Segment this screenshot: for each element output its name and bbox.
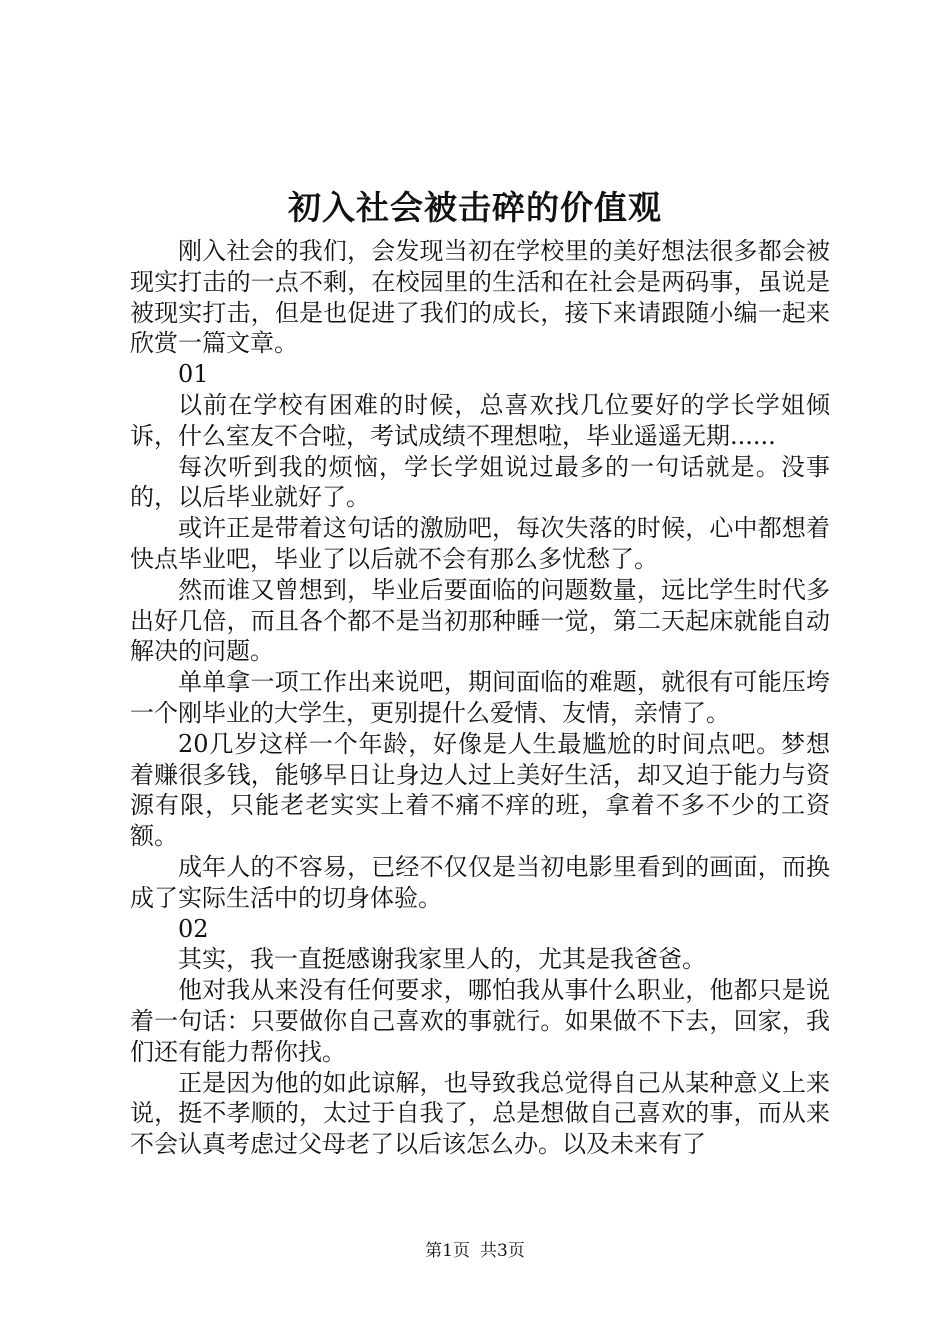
page-number: 第1页 bbox=[425, 1241, 470, 1261]
paragraph: 成年人的不容易，已经不仅仅是当初电影里看到的画面，而换成了实际生活中的切身体验。 bbox=[130, 852, 830, 912]
paragraph: 他对我从来没有任何要求，哪怕我从事什么职业，他都只是说着一句话：只要做你自己喜欢的事就行。如果做不下去，回家，我们还有能力帮你找。 bbox=[130, 976, 830, 1066]
paragraph: 正是因为他的如此谅解，也导致我总觉得自己从某种意义上来说，挺不孝顺的，太过于自我了，总是想做自己喜欢的事，而从来不会认真考虑过父母老了以后该怎么办。以及未来有了 bbox=[130, 1068, 830, 1159]
section-number: 02 bbox=[178, 914, 209, 943]
page-footer bbox=[0, 1240, 950, 1262]
page-total: 共3页 bbox=[480, 1241, 525, 1261]
paragraph: 单单拿一项工作出来说吧，期间面临的难题，就很有可能压垮一个刚毕业的大学生，更别提什么爱情、友情，亲情了。 bbox=[130, 668, 830, 727]
section-number: 01 bbox=[178, 360, 209, 389]
document-title: 初入社会被击碎的价值观 bbox=[288, 188, 662, 227]
paragraph: 以前在学校有困难的时候，总喜欢找几位要好的学长学姐倾诉，什么室友不合啦，考试成绩不理想啦，毕业遥遥无期...... bbox=[130, 390, 830, 450]
document-body bbox=[130, 236, 830, 1160]
paragraph: 20几岁这样一个年龄，好像是人生最尴尬的时间点吧。梦想着赚很多钱，能够早日让身边人过上美好生活，却又迫于能力与资源有限，只能老老实实上着不痛不痒的班，拿着不多不少的工资额。 bbox=[130, 729, 830, 851]
paragraph: 其实，我一直挺感谢我家里人的，尤其是我爸爸。 bbox=[178, 945, 706, 974]
paragraph: 刚入社会的我们，会发现当初在学校里的美好想法很多都会被现实打击的一点不剩，在校园里的生活和在社会是两码事，虽说是被现实打击，但是也促进了我们的成长，接下来请跟随小编一起来欣赏一篇文章。 bbox=[130, 237, 830, 358]
paragraph: 然而谁又曾想到，毕业后要面临的问题数量，远比学生时代多出好几倍，而且各个都不是当初那种睡一觉，第二天起床就能自动解决的问题。 bbox=[130, 575, 830, 666]
paragraph: 每次听到我的烦恼，学长学姐说过最多的一句话就是。没事的，以后毕业就好了。 bbox=[130, 452, 830, 512]
paragraph: 或许正是带着这句话的激励吧，每次失落的时候，心中都想着快点毕业吧，毕业了以后就不会有那么多忧愁了。 bbox=[130, 514, 830, 573]
